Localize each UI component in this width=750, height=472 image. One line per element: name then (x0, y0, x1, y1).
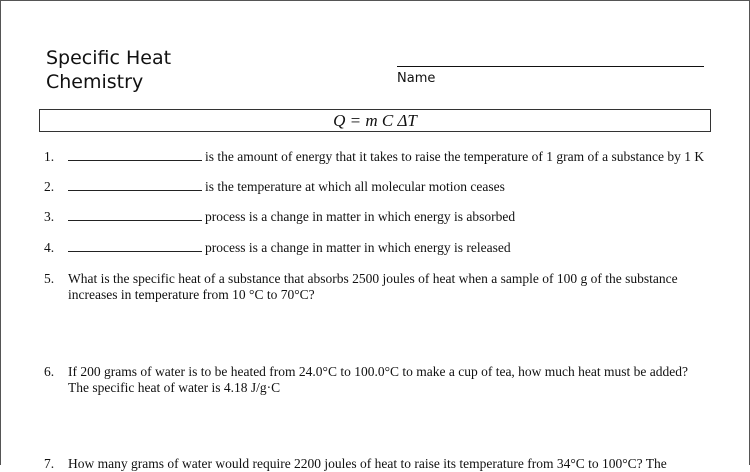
question-number: 1. (44, 149, 55, 164)
title-chemistry: Chemistry (46, 71, 144, 93)
name-label: Name (397, 71, 436, 86)
answer-blank-1[interactable] (68, 149, 202, 161)
question-5 (44, 271, 704, 303)
question-6 (44, 364, 704, 396)
question-text-line1: If 200 grams of water is to be heated from 24.0°C to 100.0°C to make a cup of tea, how much heat must be added? (68, 364, 689, 379)
question-text: process is a change in matter in which energy is absorbed (205, 209, 516, 224)
question-text: process is a change in matter in which energy is released (205, 240, 511, 255)
worksheet-title (46, 46, 171, 94)
question-number: 3. (44, 209, 55, 224)
question-text: is the temperature at which all molecular motion ceases (205, 179, 505, 194)
formula-box: Q = m C ΔT (39, 109, 711, 132)
question-number: 5. (44, 271, 55, 286)
question-text-line2: The specific heat of water is 4.18 J/g·C (68, 380, 281, 395)
question-text: is the amount of energy that it takes to raise the temperature of 1 gram of a substance by 1 K (205, 149, 705, 164)
question-text-line1: What is the specific heat of a substance that absorbs 2500 joules of heat when a sample of 100 g of the substance (68, 271, 678, 286)
question-number: 7. (44, 456, 55, 471)
question-number: 6. (44, 364, 55, 379)
answer-blank-4[interactable] (68, 240, 202, 252)
question-number: 4. (44, 240, 55, 255)
question-3 (44, 209, 515, 225)
answer-blank-2[interactable] (68, 179, 202, 191)
question-4 (44, 240, 511, 256)
question-2 (44, 179, 505, 195)
name-input-line[interactable] (397, 66, 704, 67)
question-7 (44, 456, 704, 472)
title-specific-heat: Specific Heat (46, 47, 172, 69)
question-1 (44, 149, 704, 165)
question-text-line2: increases in temperature from 10 °C to 70°C? (68, 287, 315, 302)
question-number: 2. (44, 179, 55, 194)
answer-blank-3[interactable] (68, 209, 202, 221)
question-text-line1: How many grams of water would require 2200 joules of heat to raise its temperature from 34°C to 100°C? The (68, 456, 667, 471)
